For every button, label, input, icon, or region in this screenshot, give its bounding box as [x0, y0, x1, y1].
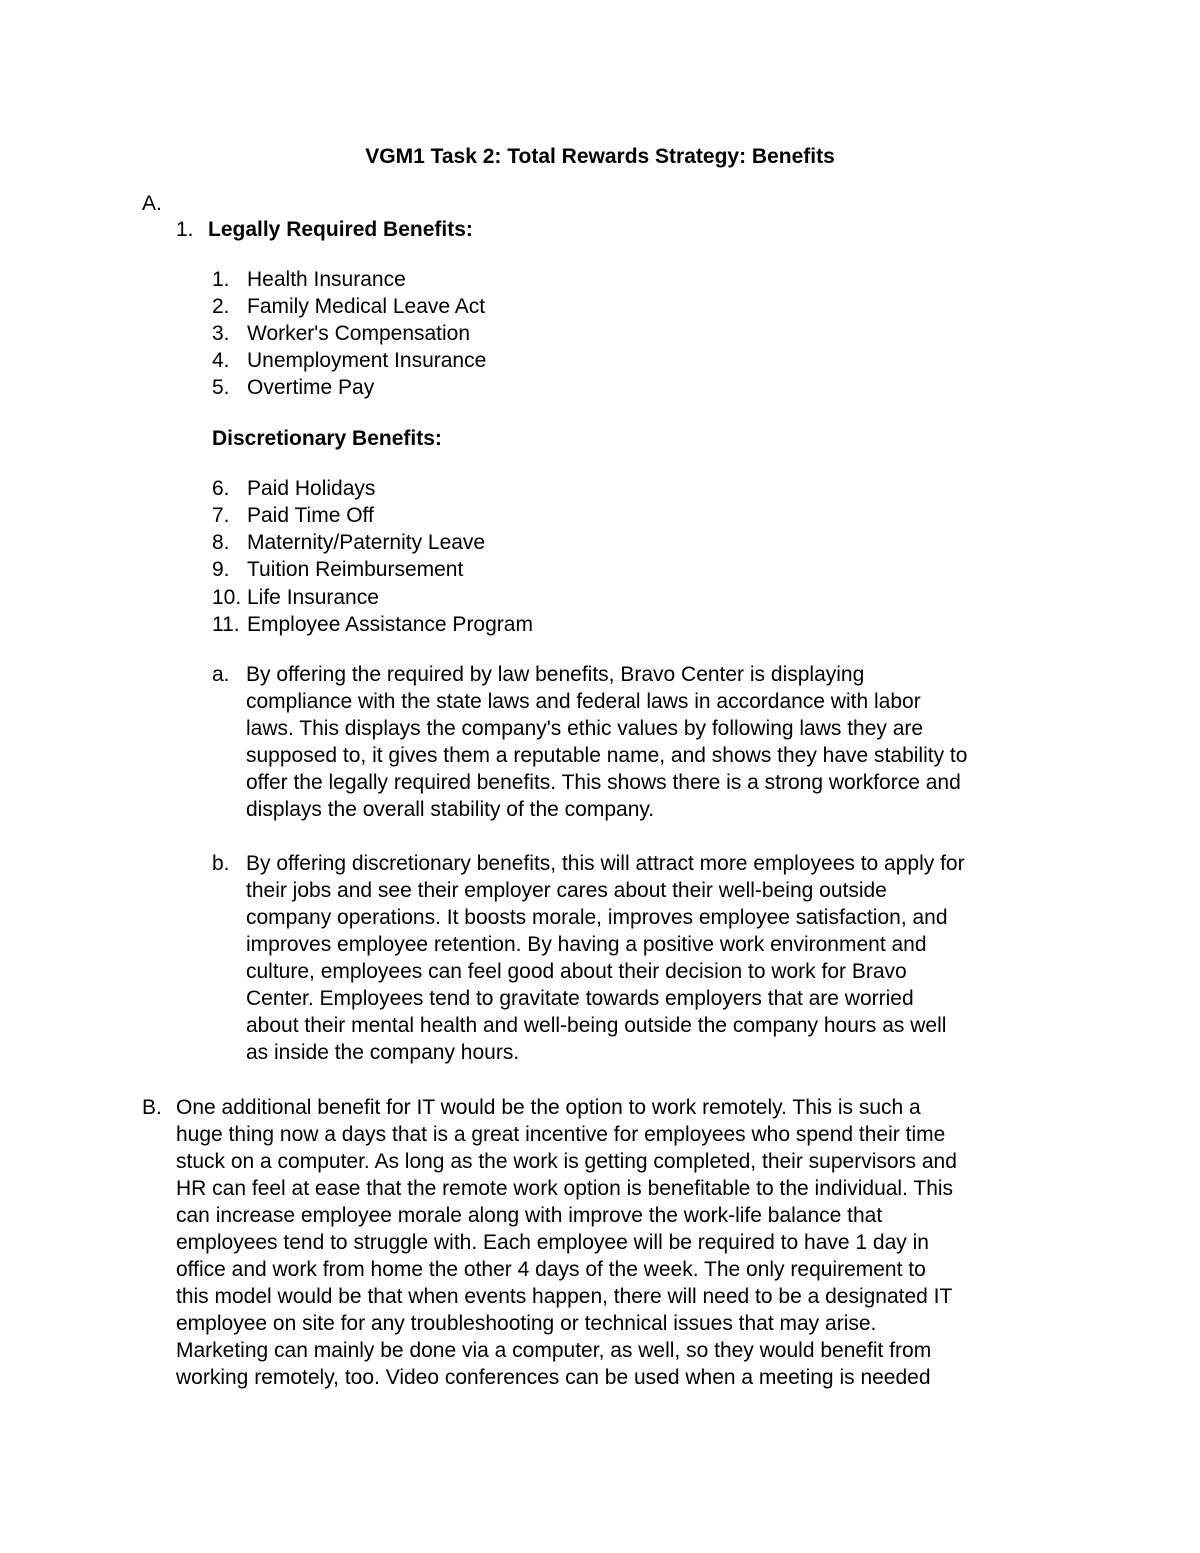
list-item: Paid Time Off — [247, 504, 374, 527]
paragraph-line: HR can feel at ease that the remote work option is benefitable to the individual. This — [176, 1177, 954, 1200]
list-item: Health Insurance — [247, 268, 406, 291]
list-item: Life Insurance — [247, 586, 379, 609]
paragraph-line: culture, employees can feel good about their decision to work for Bravo — [246, 960, 907, 983]
paragraph-line: By offering the required by law benefits, Bravo Center is displaying — [246, 663, 865, 686]
paragraph-line: Center. Employees tend to gravitate towards employers that are worried — [246, 987, 914, 1010]
paragraph-line: employee on site for any troubleshooting or technical issues that may arise. — [176, 1312, 877, 1335]
paragraph-a — [246, 661, 967, 823]
paragraph-line: Marketing can mainly be done via a computer, as well, so they would benefit from — [176, 1339, 932, 1362]
paragraph-line: displays the overall stability of the company. — [246, 798, 655, 821]
paragraph-b — [246, 850, 965, 1066]
section-a-marker: A. — [142, 192, 162, 215]
legally-required-heading: Legally Required Benefits: — [208, 218, 473, 241]
paragraph-line: laws. This displays the company's ethic values by following laws they are — [246, 717, 924, 740]
paragraph-line: offer the legally required benefits. This shows there is a strong workforce and — [246, 771, 961, 794]
section-b-paragraph — [176, 1094, 957, 1391]
paragraph-b-marker: b. — [212, 852, 230, 875]
paragraph-line: One additional benefit for IT would be the option to work remotely. This is such a — [176, 1096, 921, 1119]
paragraph-line: about their mental health and well-being outside the company hours as well — [246, 1014, 947, 1037]
list-item-number: 1. — [212, 268, 230, 291]
paragraph-line: this model would be that when events happen, there will need to be a designated IT — [176, 1285, 953, 1308]
list-item: Unemployment Insurance — [247, 349, 487, 372]
list-item-number: 7. — [212, 504, 230, 527]
paragraph-line: company operations. It boosts morale, improves employee satisfaction, and — [246, 906, 948, 929]
paragraph-line: huge thing now a days that is a great incentive for employees who spend their time — [176, 1123, 946, 1146]
paragraph-line: compliance with the state laws and federal laws in accordance with labor — [246, 690, 921, 713]
list-item-number: 11. — [212, 613, 240, 636]
paragraph-a-marker: a. — [212, 663, 230, 686]
paragraph-line: By offering discretionary benefits, this will attract more employees to apply for — [246, 852, 965, 875]
list-item-number: 8. — [212, 531, 230, 554]
list-item-number: 2. — [212, 295, 230, 318]
paragraph-line: their jobs and see their employer cares about their well-being outside — [246, 879, 887, 902]
list-item: Paid Holidays — [247, 477, 376, 500]
subsection-number: 1. — [176, 218, 194, 241]
list-item: Maternity/Paternity Leave — [247, 531, 486, 554]
list-item-number: 5. — [212, 376, 230, 399]
paragraph-line: can increase employee morale along with improve the work-life balance that — [176, 1204, 883, 1227]
paragraph-line: office and work from home the other 4 days of the week. The only requirement to — [176, 1258, 926, 1281]
list-item-number: 4. — [212, 349, 230, 372]
discretionary-heading: Discretionary Benefits: — [212, 427, 442, 450]
list-item-number: 10. — [212, 586, 242, 609]
list-item-number: 3. — [212, 322, 230, 345]
list-item-number: 6. — [212, 477, 230, 500]
paragraph-line: supposed to, it gives them a reputable name, and shows they have stability to — [246, 744, 968, 767]
paragraph-line: working remotely, too. Video conferences can be used when a meeting is needed — [176, 1366, 931, 1389]
list-item: Tuition Reimbursement — [247, 558, 464, 581]
document-title: VGM1 Task 2: Total Rewards Strategy: Benefits — [365, 145, 835, 168]
paragraph-line: improves employee retention. By having a positive work environment and — [246, 933, 927, 956]
paragraph-line: employees tend to struggle with. Each employee will be required to have 1 day in — [176, 1231, 929, 1254]
list-item-number: 9. — [212, 558, 230, 581]
list-item: Family Medical Leave Act — [247, 295, 486, 318]
section-b-marker: B. — [142, 1096, 162, 1119]
list-item: Overtime Pay — [247, 376, 375, 399]
paragraph-line: stuck on a computer. As long as the work is getting completed, their supervisors and — [176, 1150, 957, 1173]
paragraph-line: as inside the company hours. — [246, 1041, 520, 1064]
list-item: Employee Assistance Program — [247, 613, 533, 636]
list-item: Worker's Compensation — [247, 322, 471, 345]
